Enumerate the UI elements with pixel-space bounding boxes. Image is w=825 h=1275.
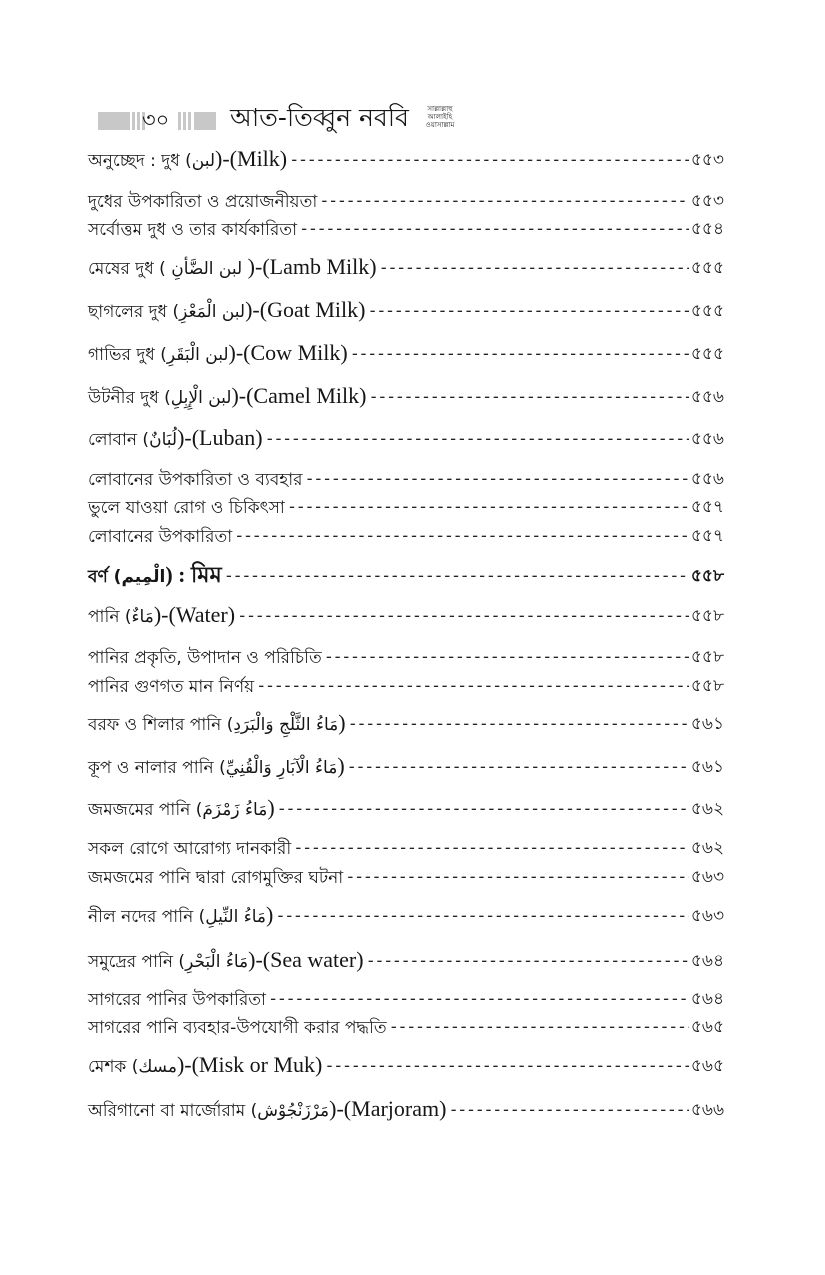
toc-entry: [88, 1096, 724, 1124]
toc-entry-bangla: গাভির দুধ (: [88, 345, 167, 365]
toc-entry: [88, 1013, 724, 1041]
toc-page-number: ৫৫৮: [690, 647, 724, 667]
toc-entry-title: [88, 1095, 446, 1125]
dot-leader: [289, 146, 689, 174]
toc-entry-arabic: لبن الْإِبِلِ: [170, 388, 232, 408]
toc-entry-bangla: অনুচ্ছেদ : দুধ (: [88, 151, 192, 171]
toc-page-number: ৫৫৮: [690, 676, 724, 696]
toc-entry-arabic: مَاءُ الْبَحْرِ: [185, 952, 249, 972]
toc-page-number: ৫৬১: [690, 757, 724, 777]
toc-entry-title: [88, 642, 322, 672]
toc-entry-title: [88, 464, 303, 494]
toc-entry: [88, 710, 724, 738]
toc-entry: [88, 1052, 724, 1080]
toc-entry-bangla: মেশক (: [88, 1057, 139, 1077]
toc-page-number: ৫৫৫: [690, 344, 724, 364]
toc-entry-title: [88, 561, 222, 591]
toc-page-number: ৫৬৫: [690, 1017, 724, 1037]
toc-entry-arabic: مَاءُ زَمْزَمَ: [202, 800, 268, 820]
dot-leader: [268, 985, 689, 1013]
toc-entry-english: ): [338, 710, 346, 735]
page-number: ৩০: [142, 108, 170, 132]
toc-entry-title: [88, 946, 364, 976]
dot-leader: [389, 1013, 689, 1041]
toc-page-number: ৫৫৭: [690, 526, 724, 546]
toc-page-number: ৫৫৫: [690, 301, 724, 321]
toc-entry-english: )-(Sea water): [248, 947, 364, 972]
toc-entry: [88, 425, 724, 453]
toc-entry-english: ): [266, 902, 274, 927]
toc-page-number: ৫৬৩: [690, 867, 724, 887]
toc-entry-bangla: লোবান (: [88, 430, 150, 450]
dot-leader: [234, 522, 689, 550]
dot-leader: [256, 672, 689, 700]
toc-page-number: ৫৬৪: [690, 989, 724, 1009]
honorific-line: সাল্লাল্লাহু: [427, 105, 453, 113]
toc-entry: [88, 146, 724, 174]
toc-entry-title: [88, 424, 263, 454]
toc-entry: [88, 297, 724, 325]
toc-entry-title: [88, 521, 232, 551]
toc-entry: [88, 863, 724, 891]
toc-entry-arabic: مَاءُ الثَّلْجِ وَالْبَرَدِ: [233, 715, 339, 735]
toc-page-number: ৫৬২: [690, 838, 724, 858]
toc-entry-bangla: সর্বোত্তম দুধ ও তার কার্যকারিতা: [88, 220, 298, 240]
toc-entry-title: [88, 862, 343, 892]
toc-entry-arabic: لُبَانٌ: [149, 430, 178, 450]
toc-entry-arabic: الْمِيم: [121, 567, 166, 587]
toc-entry-bangla: নীল নদের পানি (: [88, 907, 206, 927]
toc-entry-english: )-(Camel Milk): [231, 383, 367, 408]
toc-entry-bangla: দুধের উপকারিতা ও প্রয়োজনীয়তা: [88, 192, 318, 212]
dot-leader: [350, 340, 689, 368]
dot-leader: [293, 834, 689, 862]
toc-entry-title: [88, 794, 275, 824]
toc-entry-arabic: لبن الضَّأنِ: [171, 259, 243, 279]
toc-entry-english: )-(Water): [153, 602, 236, 627]
toc-entry-arabic: مسك: [138, 1057, 177, 1077]
toc-entry: [88, 340, 724, 368]
toc-entry: [88, 672, 724, 700]
dot-leader: [299, 215, 689, 243]
toc-entry-bangla: পানির প্রকৃতি, উপাদান ও পরিচিতি: [88, 648, 322, 668]
toc-page-number: ৫৬৫: [690, 1056, 724, 1076]
dot-leader: [277, 795, 689, 823]
toc-entry: [88, 522, 724, 550]
toc-entry-bangla: লোবানের উপকারিতা: [88, 527, 233, 547]
toc-entry-bangla: বর্ণ (: [88, 567, 122, 587]
dot-leader: [265, 425, 689, 453]
toc-entry-english: ): [267, 795, 275, 820]
dot-leader: [224, 562, 689, 590]
toc-page-number: ৫৫৩: [690, 191, 724, 211]
toc-entry-title: [88, 186, 317, 216]
toc-entry: [88, 254, 724, 282]
toc-entry: [88, 187, 724, 215]
toc-entry-english: )-(Goat Milk): [245, 297, 366, 322]
toc-entry-bangla: জমজমের পানি দ্বারা রোগমুক্তির ঘটনা: [88, 868, 344, 888]
toc-page-number: ৫৫৫: [690, 258, 724, 278]
toc-entry: [88, 383, 724, 411]
toc-entry-title: [88, 833, 291, 863]
dot-leader: [379, 254, 689, 282]
book-title: আত-তিব্বুন নববি: [230, 103, 409, 132]
dot-leader: [347, 753, 689, 781]
dot-leader: [348, 710, 689, 738]
toc-entry-bangla: অরিগানো বা মার্জোরাম (: [88, 1101, 258, 1121]
toc-entry-english: ) : মিম: [165, 562, 222, 587]
toc-entry: [88, 947, 724, 975]
toc-entry-title: [88, 296, 365, 326]
toc-entry-title: [88, 382, 366, 412]
toc-page-number: ৫৬২: [690, 799, 724, 819]
toc-entry-bangla: সাগরের পানির উপকারিতা: [88, 990, 266, 1010]
toc-entry-title: [88, 671, 254, 701]
toc-entry-title: [88, 253, 377, 283]
dot-leader: [237, 602, 689, 630]
toc-entry-arabic: مَرْزَنْجُوْش: [257, 1101, 330, 1121]
toc-entry-title: [88, 214, 297, 244]
toc-entry-bangla: কূপ ও নালার পানি (: [88, 758, 226, 778]
toc-entry-bangla: উটনীর দুধ (: [88, 388, 171, 408]
toc-entry-title: [88, 752, 345, 782]
toc-entry: [88, 834, 724, 862]
toc-entry-title: [88, 145, 287, 175]
toc-entry-english: )-(Lamb Milk): [242, 254, 377, 279]
toc-entry: [88, 215, 724, 243]
dot-leader: [345, 863, 689, 891]
dot-leader: [305, 465, 689, 493]
toc-entry-bangla: সকল রোগে আরোগ্য দানকারী: [88, 839, 292, 859]
toc-entry-english: )-(Luban): [177, 425, 263, 450]
toc-entry-bangla: পানির গুণগত মান নির্ণয়: [88, 677, 255, 697]
toc-page-number: ৫৫৮: [690, 566, 724, 586]
toc-page-number: ৫৫৮: [690, 606, 724, 626]
dot-leader: [319, 187, 689, 215]
toc-page-number: ৫৬১: [690, 714, 724, 734]
toc-entry-title: [88, 339, 348, 369]
toc-entry-title: [88, 1051, 322, 1081]
toc-entry-english: )-(Cow Milk): [228, 340, 348, 365]
toc-entry-bangla: লোবানের উপকারিতা ও ব্যবহার: [88, 470, 303, 490]
toc-page-number: ৫৫৬: [690, 429, 724, 449]
toc-entry-title: [88, 492, 285, 522]
dot-leader: [367, 297, 688, 325]
toc-entry-arabic: مَاءُ الْآبَارِ وَالْقُنِيِّ: [225, 758, 338, 778]
toc-entry: [88, 465, 724, 493]
dot-leader: [324, 643, 689, 671]
toc-entry-arabic: لبن: [191, 151, 216, 171]
toc-entry-title: [88, 984, 266, 1014]
toc-entry: [88, 985, 724, 1013]
dot-leader: [275, 902, 689, 930]
toc-page-number: ৫৫৪: [690, 219, 724, 239]
toc-entry: [88, 902, 724, 930]
toc-entry-arabic: لبن الْبَقَرِ: [166, 345, 229, 365]
toc-page-number: ৫৬৬: [690, 1100, 724, 1120]
dot-leader: [366, 947, 689, 975]
toc-entry-bangla: জমজমের পানি (: [88, 800, 203, 820]
toc-entry-bangla: পানি (: [88, 607, 132, 627]
dot-leader: [324, 1052, 689, 1080]
toc-page-number: ৫৫৩: [690, 150, 724, 170]
toc-entry-arabic: مَاءٌ: [131, 607, 154, 627]
toc-page-number: ৫৬৩: [690, 906, 724, 926]
toc-entry-bangla: সাগরের পানি ব্যবহার-উপযোগী করার পদ্ধতি: [88, 1018, 387, 1038]
toc-entry-english: )-(Milk): [215, 146, 288, 171]
honorific-line: আলাইহি: [427, 113, 453, 121]
toc-page-number: ৫৫৭: [690, 497, 724, 517]
toc-page-number: ৫৫৬: [690, 387, 724, 407]
dot-leader: [287, 493, 689, 521]
toc-entry: [88, 562, 724, 590]
toc-entry-bangla: সমুদ্রের পানি (: [88, 952, 186, 972]
toc-entry: [88, 795, 724, 823]
dot-leader: [368, 383, 688, 411]
toc-entry: [88, 643, 724, 671]
dot-leader: [448, 1096, 688, 1124]
toc-entry-title: [88, 709, 346, 739]
toc-entry: [88, 602, 724, 630]
honorific-line: ওয়াসাল্লাম: [425, 121, 455, 129]
toc-entry-english: ): [337, 753, 345, 778]
toc-entry-title: [88, 601, 235, 631]
toc-entry-arabic: مَاءُ النِّيلِ: [205, 907, 266, 927]
toc-entry-bangla: ভুলে যাওয়া রোগ ও চিকিৎসা: [88, 498, 285, 518]
toc-entry-bangla: মেষের দুধ (: [88, 259, 172, 279]
toc-entry: [88, 753, 724, 781]
toc-entry-title: [88, 1012, 387, 1042]
toc-entry: [88, 493, 724, 521]
toc-page-number: ৫৫৬: [690, 469, 724, 489]
toc-page-number: ৫৬৪: [690, 951, 724, 971]
toc-entry-title: [88, 901, 273, 931]
toc-entry-english: )-(Misk or Muk): [176, 1052, 323, 1077]
toc-entry-bangla: বরফ ও শিলার পানি (: [88, 715, 234, 735]
toc-entry-arabic: لبن الْمَعْزِ: [179, 302, 246, 322]
toc-entry-english: )-(Marjoram): [329, 1096, 447, 1121]
toc-entry-bangla: ছাগলের দুধ (: [88, 302, 180, 322]
